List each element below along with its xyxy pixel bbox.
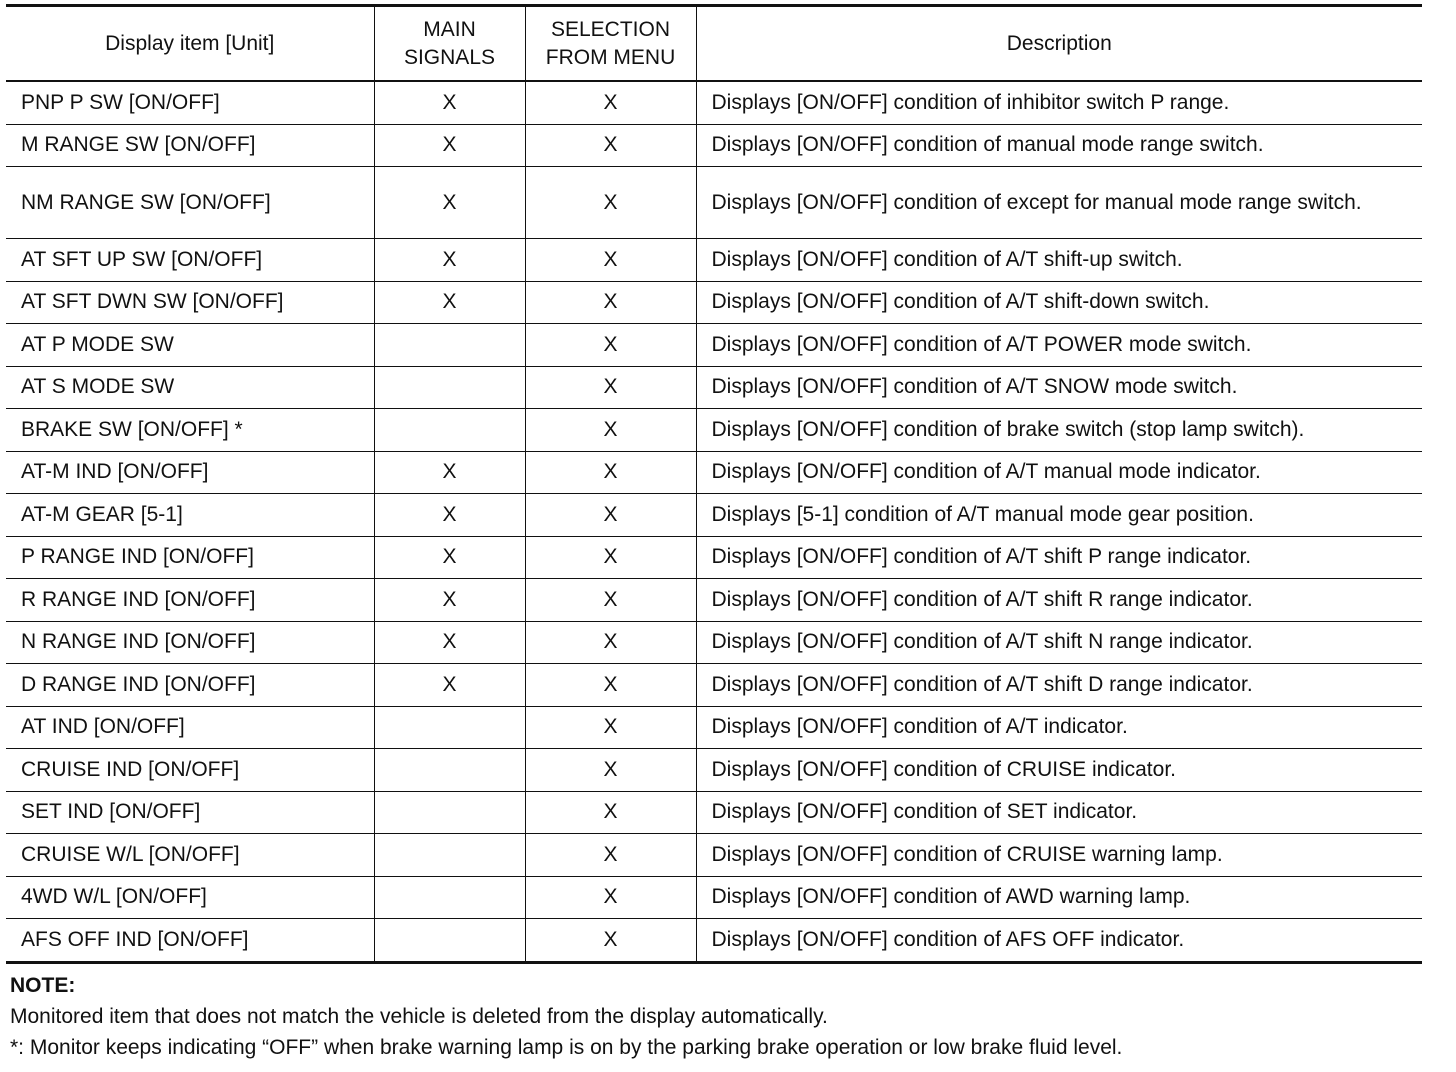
row-main-signals-mark: X xyxy=(374,579,525,622)
row-description: Displays [5-1] condition of A/T manual mode gear position. xyxy=(696,494,1422,537)
row-main-signals-mark xyxy=(374,409,525,452)
row-display-item: 4WD W/L [ON/OFF] xyxy=(6,876,374,919)
table-row xyxy=(6,494,1422,537)
row-main-signals-mark: X xyxy=(374,124,525,167)
row-main-signals-mark xyxy=(374,791,525,834)
row-description: Displays [ON/OFF] condition of AWD warning lamp. xyxy=(696,876,1422,919)
monitor-item-table xyxy=(6,4,1422,964)
row-main-signals-mark: X xyxy=(374,451,525,494)
row-display-item: PNP P SW [ON/OFF] xyxy=(6,81,374,124)
row-selection-menu-mark: X xyxy=(525,366,696,409)
row-display-item: SET IND [ON/OFF] xyxy=(6,791,374,834)
table-row xyxy=(6,451,1422,494)
table-row xyxy=(6,876,1422,919)
row-display-item: N RANGE IND [ON/OFF] xyxy=(6,621,374,664)
row-selection-menu-mark: X xyxy=(525,81,696,124)
table-row xyxy=(6,409,1422,452)
row-display-item: AT P MODE SW xyxy=(6,324,374,367)
table-row xyxy=(6,664,1422,707)
row-selection-menu-mark: X xyxy=(525,281,696,324)
row-main-signals-mark xyxy=(374,876,525,919)
row-description: Displays [ON/OFF] condition of A/T shift N range indicator. xyxy=(696,621,1422,664)
row-selection-menu-mark: X xyxy=(525,494,696,537)
row-display-item: AT-M IND [ON/OFF] xyxy=(6,451,374,494)
row-main-signals-mark: X xyxy=(374,494,525,537)
table-row xyxy=(6,749,1422,792)
table-row xyxy=(6,366,1422,409)
row-main-signals-mark: X xyxy=(374,239,525,282)
row-selection-menu-mark: X xyxy=(525,664,696,707)
row-display-item: P RANGE IND [ON/OFF] xyxy=(6,536,374,579)
row-selection-menu-mark: X xyxy=(525,124,696,167)
row-display-item: AT S MODE SW xyxy=(6,366,374,409)
row-description: Displays [ON/OFF] condition of manual mode range switch. xyxy=(696,124,1422,167)
row-selection-menu-mark: X xyxy=(525,919,696,963)
row-display-item: BRAKE SW [ON/OFF] * xyxy=(6,409,374,452)
header-display-item: Display item [Unit] xyxy=(6,6,374,82)
row-selection-menu-mark: X xyxy=(525,706,696,749)
row-description: Displays [ON/OFF] condition of A/T POWER mode switch. xyxy=(696,324,1422,367)
table-row xyxy=(6,536,1422,579)
row-description: Displays [ON/OFF] condition of A/T shift-down switch. xyxy=(696,281,1422,324)
row-main-signals-mark xyxy=(374,706,525,749)
note-line-2: *: Monitor keeps indicating “OFF” when brake warning lamp is on by the parking brake operation or low brake fluid level. xyxy=(10,1035,1123,1059)
row-selection-menu-mark: X xyxy=(525,324,696,367)
header-description: Description xyxy=(696,6,1422,82)
row-main-signals-mark: X xyxy=(374,281,525,324)
notes-section xyxy=(10,970,1422,1063)
row-display-item: AT IND [ON/OFF] xyxy=(6,706,374,749)
row-main-signals-mark: X xyxy=(374,664,525,707)
row-selection-menu-mark: X xyxy=(525,409,696,452)
row-selection-menu-mark: X xyxy=(525,239,696,282)
header-row xyxy=(6,6,1422,82)
row-selection-menu-mark: X xyxy=(525,749,696,792)
row-description: Displays [ON/OFF] condition of A/T SNOW mode switch. xyxy=(696,366,1422,409)
row-description: Displays [ON/OFF] condition of inhibitor switch P range. xyxy=(696,81,1422,124)
row-main-signals-mark xyxy=(374,366,525,409)
row-description: Displays [ON/OFF] condition of except for manual mode range switch. xyxy=(696,167,1422,239)
table-row xyxy=(6,81,1422,124)
row-display-item: D RANGE IND [ON/OFF] xyxy=(6,664,374,707)
row-selection-menu-mark: X xyxy=(525,621,696,664)
table-row xyxy=(6,239,1422,282)
row-description: Displays [ON/OFF] condition of brake switch (stop lamp switch). xyxy=(696,409,1422,452)
row-main-signals-mark: X xyxy=(374,81,525,124)
row-display-item: M RANGE SW [ON/OFF] xyxy=(6,124,374,167)
table-row xyxy=(6,919,1422,963)
row-description: Displays [ON/OFF] condition of CRUISE warning lamp. xyxy=(696,834,1422,877)
row-main-signals-mark xyxy=(374,919,525,963)
table-row xyxy=(6,706,1422,749)
row-description: Displays [ON/OFF] condition of A/T shift D range indicator. xyxy=(696,664,1422,707)
row-description: Displays [ON/OFF] condition of SET indicator. xyxy=(696,791,1422,834)
row-selection-menu-mark: X xyxy=(525,834,696,877)
row-display-item: R RANGE IND [ON/OFF] xyxy=(6,579,374,622)
table-row xyxy=(6,167,1422,239)
header-main-signals: MAIN SIGNALS xyxy=(374,6,525,82)
row-main-signals-mark xyxy=(374,324,525,367)
note-line-1: Monitored item that does not match the vehicle is deleted from the display automatically. xyxy=(10,1004,828,1028)
row-description: Displays [ON/OFF] condition of AFS OFF indicator. xyxy=(696,919,1422,963)
row-description: Displays [ON/OFF] condition of A/T shift R range indicator. xyxy=(696,579,1422,622)
row-description: Displays [ON/OFF] condition of A/T indicator. xyxy=(696,706,1422,749)
row-main-signals-mark: X xyxy=(374,621,525,664)
table-row xyxy=(6,579,1422,622)
table-header xyxy=(6,6,1422,82)
table-body xyxy=(6,81,1422,962)
row-selection-menu-mark: X xyxy=(525,791,696,834)
row-display-item: AT SFT UP SW [ON/OFF] xyxy=(6,239,374,282)
row-selection-menu-mark: X xyxy=(525,451,696,494)
monitor-item-document xyxy=(6,4,1422,1063)
row-description: Displays [ON/OFF] condition of A/T manual mode indicator. xyxy=(696,451,1422,494)
row-main-signals-mark xyxy=(374,834,525,877)
row-selection-menu-mark: X xyxy=(525,876,696,919)
table-row xyxy=(6,791,1422,834)
table-row xyxy=(6,621,1422,664)
table-row xyxy=(6,834,1422,877)
row-selection-menu-mark: X xyxy=(525,167,696,239)
header-selection-from-menu: SELECTION FROM MENU xyxy=(525,6,696,82)
row-display-item: CRUISE IND [ON/OFF] xyxy=(6,749,374,792)
row-display-item: AT-M GEAR [5-1] xyxy=(6,494,374,537)
row-display-item: CRUISE W/L [ON/OFF] xyxy=(6,834,374,877)
row-description: Displays [ON/OFF] condition of A/T shift-up switch. xyxy=(696,239,1422,282)
row-main-signals-mark: X xyxy=(374,536,525,579)
row-description: Displays [ON/OFF] condition of A/T shift P range indicator. xyxy=(696,536,1422,579)
row-main-signals-mark xyxy=(374,749,525,792)
table-row xyxy=(6,324,1422,367)
row-display-item: AT SFT DWN SW [ON/OFF] xyxy=(6,281,374,324)
note-title: NOTE: xyxy=(10,973,76,997)
row-display-item: NM RANGE SW [ON/OFF] xyxy=(6,167,374,239)
row-description: Displays [ON/OFF] condition of CRUISE indicator. xyxy=(696,749,1422,792)
row-display-item: AFS OFF IND [ON/OFF] xyxy=(6,919,374,963)
row-main-signals-mark: X xyxy=(374,167,525,239)
row-selection-menu-mark: X xyxy=(525,536,696,579)
table-row xyxy=(6,124,1422,167)
table-row xyxy=(6,281,1422,324)
row-selection-menu-mark: X xyxy=(525,579,696,622)
